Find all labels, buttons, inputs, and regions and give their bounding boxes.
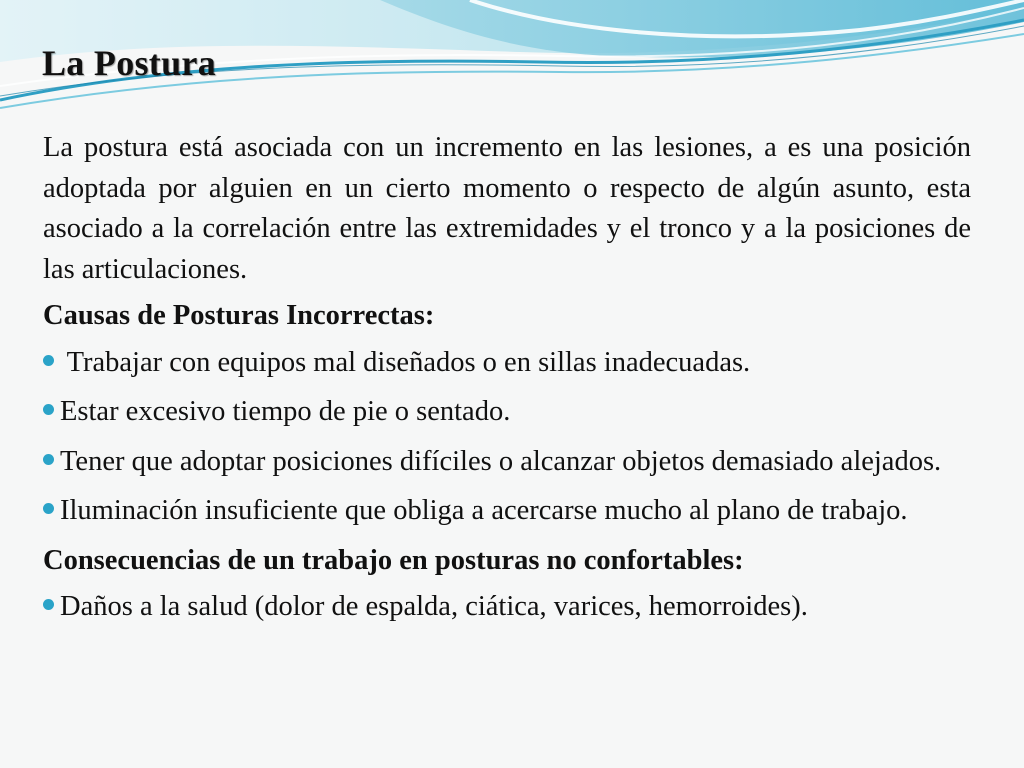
list-item [43, 587, 971, 628]
list-item [43, 491, 971, 532]
list-item-text: Tener que adoptar posiciones difíciles o alcanzar objetos demasiado alejados. [60, 445, 942, 477]
list-item-text: Daños a la salud (dolor de espalda, ciática, varices, hemorroides). [60, 591, 808, 622]
bullet-icon [43, 503, 54, 514]
consequences-heading: Consecuencias de un trabajo en posturas no confortables: [43, 544, 744, 576]
list-item [43, 442, 971, 483]
bullet-icon [43, 355, 54, 366]
bullet-icon [43, 404, 54, 415]
list-item [43, 343, 971, 384]
list-item-text: Iluminación insuficiente que obliga a acercarse mucho al plano de trabajo. [60, 495, 908, 526]
slide-body [43, 128, 971, 637]
slide-title: La Postura [42, 43, 216, 83]
bullet-icon [43, 599, 54, 610]
list-item-text: Trabajar con equipos mal diseñados o en sillas inadecuadas. [60, 346, 751, 378]
list-item-text: Estar excesivo tiempo de pie o sentado. [60, 396, 511, 427]
list-item [43, 392, 971, 433]
causes-heading: Causas de Posturas Incorrectas: [43, 300, 435, 331]
intro-paragraph: La postura está asociada con un incremento en las lesiones, a es una posición adoptada por alguien en un cierto momento o respecto de algún asunto, esta asociado a la correlación entre las extremidades y el tronco y a la posiciones de las articulaciones. [43, 132, 971, 285]
bullet-icon [43, 454, 54, 465]
